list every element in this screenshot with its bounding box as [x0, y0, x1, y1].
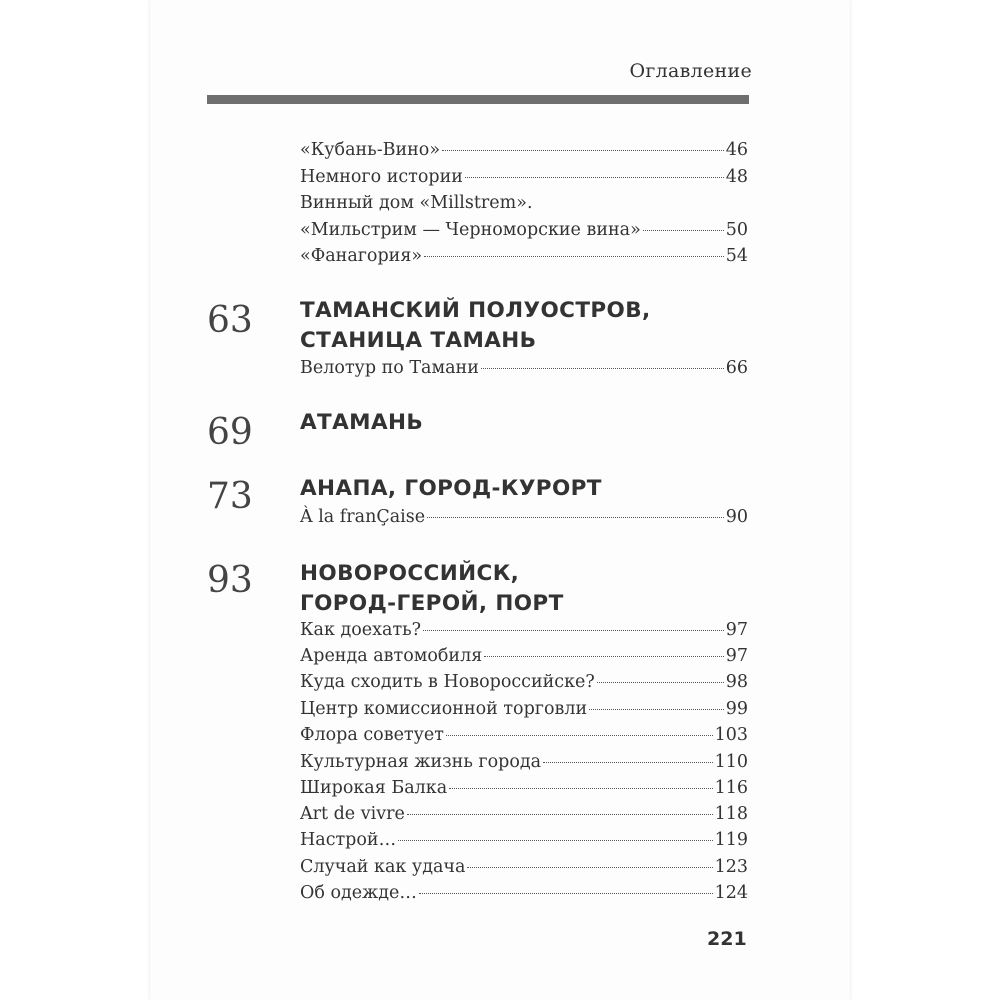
toc-entry	[300, 620, 748, 640]
section-page-number: 93	[207, 560, 253, 601]
section-title: СТАНИЦА ТАМАНЬ	[300, 328, 537, 353]
toc-entry	[300, 246, 748, 266]
toc-entry	[300, 646, 748, 666]
dot-leader	[427, 517, 724, 518]
toc-entry-label: «Кубань-Вино»	[300, 140, 441, 160]
toc-entry-page: 54	[725, 246, 748, 266]
dot-leader	[484, 656, 723, 657]
dot-leader	[419, 893, 713, 894]
toc-entry	[300, 672, 748, 692]
toc-entry-label: Флора советует	[300, 725, 444, 745]
dot-leader	[442, 150, 724, 151]
toc-entry	[300, 167, 748, 187]
toc-entry	[300, 752, 748, 772]
dot-leader	[424, 256, 724, 257]
toc-entry-page: 98	[725, 672, 748, 692]
dot-leader	[467, 867, 712, 868]
section-page-number: 63	[207, 300, 253, 341]
dot-leader	[407, 814, 713, 815]
toc-entry-label: À la franÇaise	[300, 507, 426, 527]
toc-entry-page: 110	[714, 752, 748, 772]
toc-entry	[300, 725, 748, 745]
toc-entry-label-line1: Винный дом «Millstrem».	[300, 193, 533, 213]
section-page-number: 69	[207, 412, 253, 453]
toc-entry-label: Велотур по Тамани	[300, 358, 479, 378]
toc-entry-page: 118	[714, 804, 748, 824]
toc-entry-label: Art de vivre	[300, 804, 405, 824]
section-title: ГОРОД-ГЕРОЙ, ПОРТ	[300, 591, 564, 616]
toc-entry-page: 123	[714, 857, 748, 877]
toc-entry-page: 103	[714, 725, 748, 745]
dot-leader	[465, 177, 724, 178]
toc-entry-label: «Мильстрим — Черноморские вина»	[300, 220, 641, 240]
toc-entry-page: 97	[725, 646, 748, 666]
header-rule	[207, 95, 749, 104]
page-header-title: Оглавление	[629, 60, 752, 82]
toc-entry-page: 46	[725, 140, 748, 160]
section-title: НОВОРОССИЙСК,	[300, 561, 520, 586]
dot-leader	[481, 368, 724, 369]
dot-leader	[543, 762, 713, 763]
toc-entry-label: Случай как удача	[300, 857, 466, 877]
toc-entry	[300, 830, 748, 850]
toc-entry	[300, 857, 748, 877]
toc-entry-label: Центр комиссионной торговли	[300, 699, 588, 719]
toc-entry-page: 66	[725, 358, 748, 378]
toc-entry-label: Как доехать?	[300, 620, 422, 640]
toc-entry-page: 48	[725, 167, 748, 187]
toc-entry-label: «Фанагория»	[300, 246, 423, 266]
toc-entry-page: 90	[725, 507, 748, 527]
page-folio-number: 221	[707, 928, 747, 950]
dot-leader	[597, 682, 724, 683]
toc-entry-page: 119	[714, 830, 748, 850]
toc-entry	[300, 358, 748, 378]
section-page-number: 73	[207, 476, 253, 517]
section-title: АНАПА, ГОРОД-КУРОРТ	[300, 476, 602, 501]
toc-entry	[300, 140, 748, 160]
toc-entry-page: 116	[714, 778, 748, 798]
dot-leader	[449, 788, 712, 789]
toc-entry	[300, 220, 748, 240]
dot-leader	[398, 840, 713, 841]
toc-entry-label: Немного истории	[300, 167, 463, 187]
toc-entry	[300, 507, 748, 527]
section-title: ТАМАНСКИЙ ПОЛУОСТРОВ,	[300, 298, 651, 323]
dot-leader	[643, 230, 724, 231]
dot-leader	[446, 735, 713, 736]
toc-entry-label: Культурная жизнь города	[300, 752, 542, 772]
dot-leader	[589, 709, 724, 710]
toc-entry-label: Настрой…	[300, 830, 397, 850]
section-title: АТАМАНЬ	[300, 410, 424, 435]
toc-entry-label: Широкая Балка	[300, 778, 448, 798]
toc-entry-page: 50	[725, 220, 748, 240]
dot-leader	[423, 630, 724, 631]
toc-entry	[300, 699, 748, 719]
toc-entry-page: 124	[714, 883, 748, 903]
toc-entry-label: Куда сходить в Новороссийске?	[300, 672, 595, 692]
toc-entry-page: 97	[725, 620, 748, 640]
toc-entry	[300, 883, 748, 903]
toc-entry-label: Аренда автомобиля	[300, 646, 483, 666]
toc-entry-label: Об одежде…	[300, 883, 417, 903]
toc-entry	[300, 804, 748, 824]
toc-entry-page: 99	[725, 699, 748, 719]
toc-entry	[300, 778, 748, 798]
